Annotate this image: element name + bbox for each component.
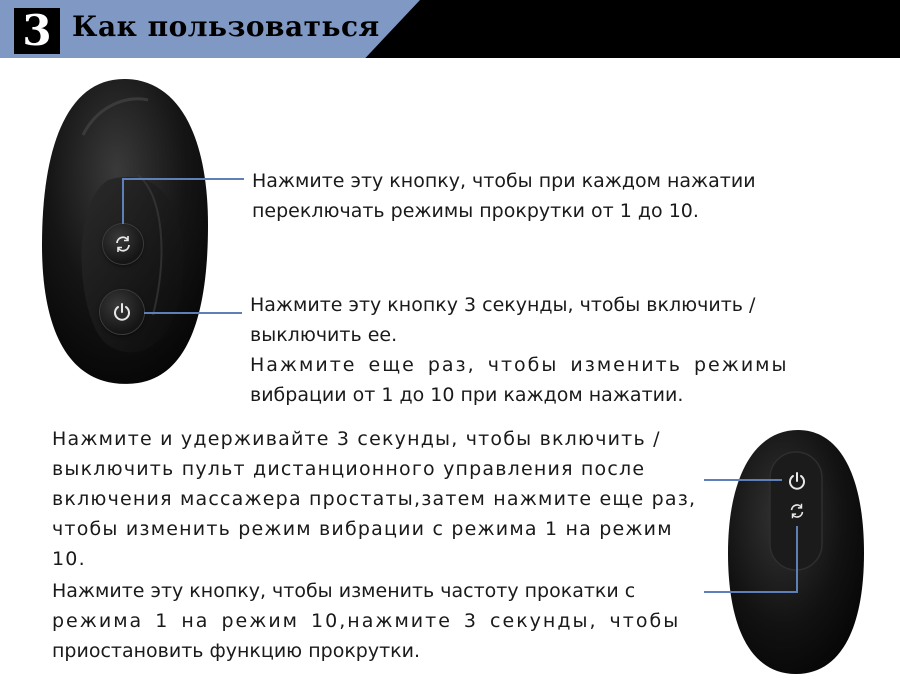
mode-callout-vertical	[122, 178, 124, 224]
mode-button-description	[252, 166, 756, 226]
mode-callout-horizontal	[122, 178, 244, 180]
text-line: переключать режимы прокрутки от 1 до 10.	[252, 200, 699, 222]
text-line: выключить пульт дистанционного управления после	[52, 458, 646, 480]
text-line: чтобы изменить режим вибрации с режима 1 на режим	[52, 518, 673, 540]
text-line: Нажмите эту кнопку, чтобы при каждом нажатии	[252, 170, 756, 192]
header-banner	[0, 0, 900, 58]
cycle-icon	[788, 502, 806, 520]
text-line: вибрации от 1 до 10 при каждом нажатии.	[250, 384, 684, 406]
remote-mode-callout-horizontal	[704, 591, 798, 593]
text-line: Нажмите эту кнопку 3 секунды, чтобы включить /	[250, 294, 756, 316]
page-title: Как пользоваться	[72, 10, 380, 43]
text-line: 10.	[52, 548, 86, 570]
power-button-description	[250, 290, 789, 410]
remote-power-callout-line	[704, 479, 782, 481]
power-callout-line	[144, 312, 242, 314]
cycle-icon	[113, 234, 133, 254]
text-line: Нажмите и удерживайте 3 секунды, чтобы включить /	[52, 428, 661, 450]
text-line: режима 1 на режим 10,нажмите 3 секунды, чтобы	[52, 610, 681, 632]
power-icon	[786, 470, 808, 492]
text-line: Нажмите еще раз, чтобы изменить режимы	[250, 354, 789, 376]
remote-mode-description	[52, 576, 680, 666]
mode-button[interactable]	[103, 224, 143, 264]
remote-mode-button[interactable]	[782, 496, 812, 526]
text-line: выключить ее.	[250, 324, 398, 346]
text-line: Нажмите эту кнопку, чтобы изменить частоту прокатки с	[52, 580, 636, 602]
power-button[interactable]	[100, 290, 144, 334]
remote-power-description	[52, 424, 696, 574]
remote-power-button[interactable]	[782, 466, 812, 496]
remote-mode-callout-vertical	[796, 526, 798, 592]
text-line: включения массажера простаты,затем нажмите еще раз,	[52, 488, 697, 510]
text-line: приостановить функцию прокрутки.	[52, 640, 421, 662]
power-icon	[111, 301, 133, 323]
step-number: 3	[14, 8, 60, 54]
